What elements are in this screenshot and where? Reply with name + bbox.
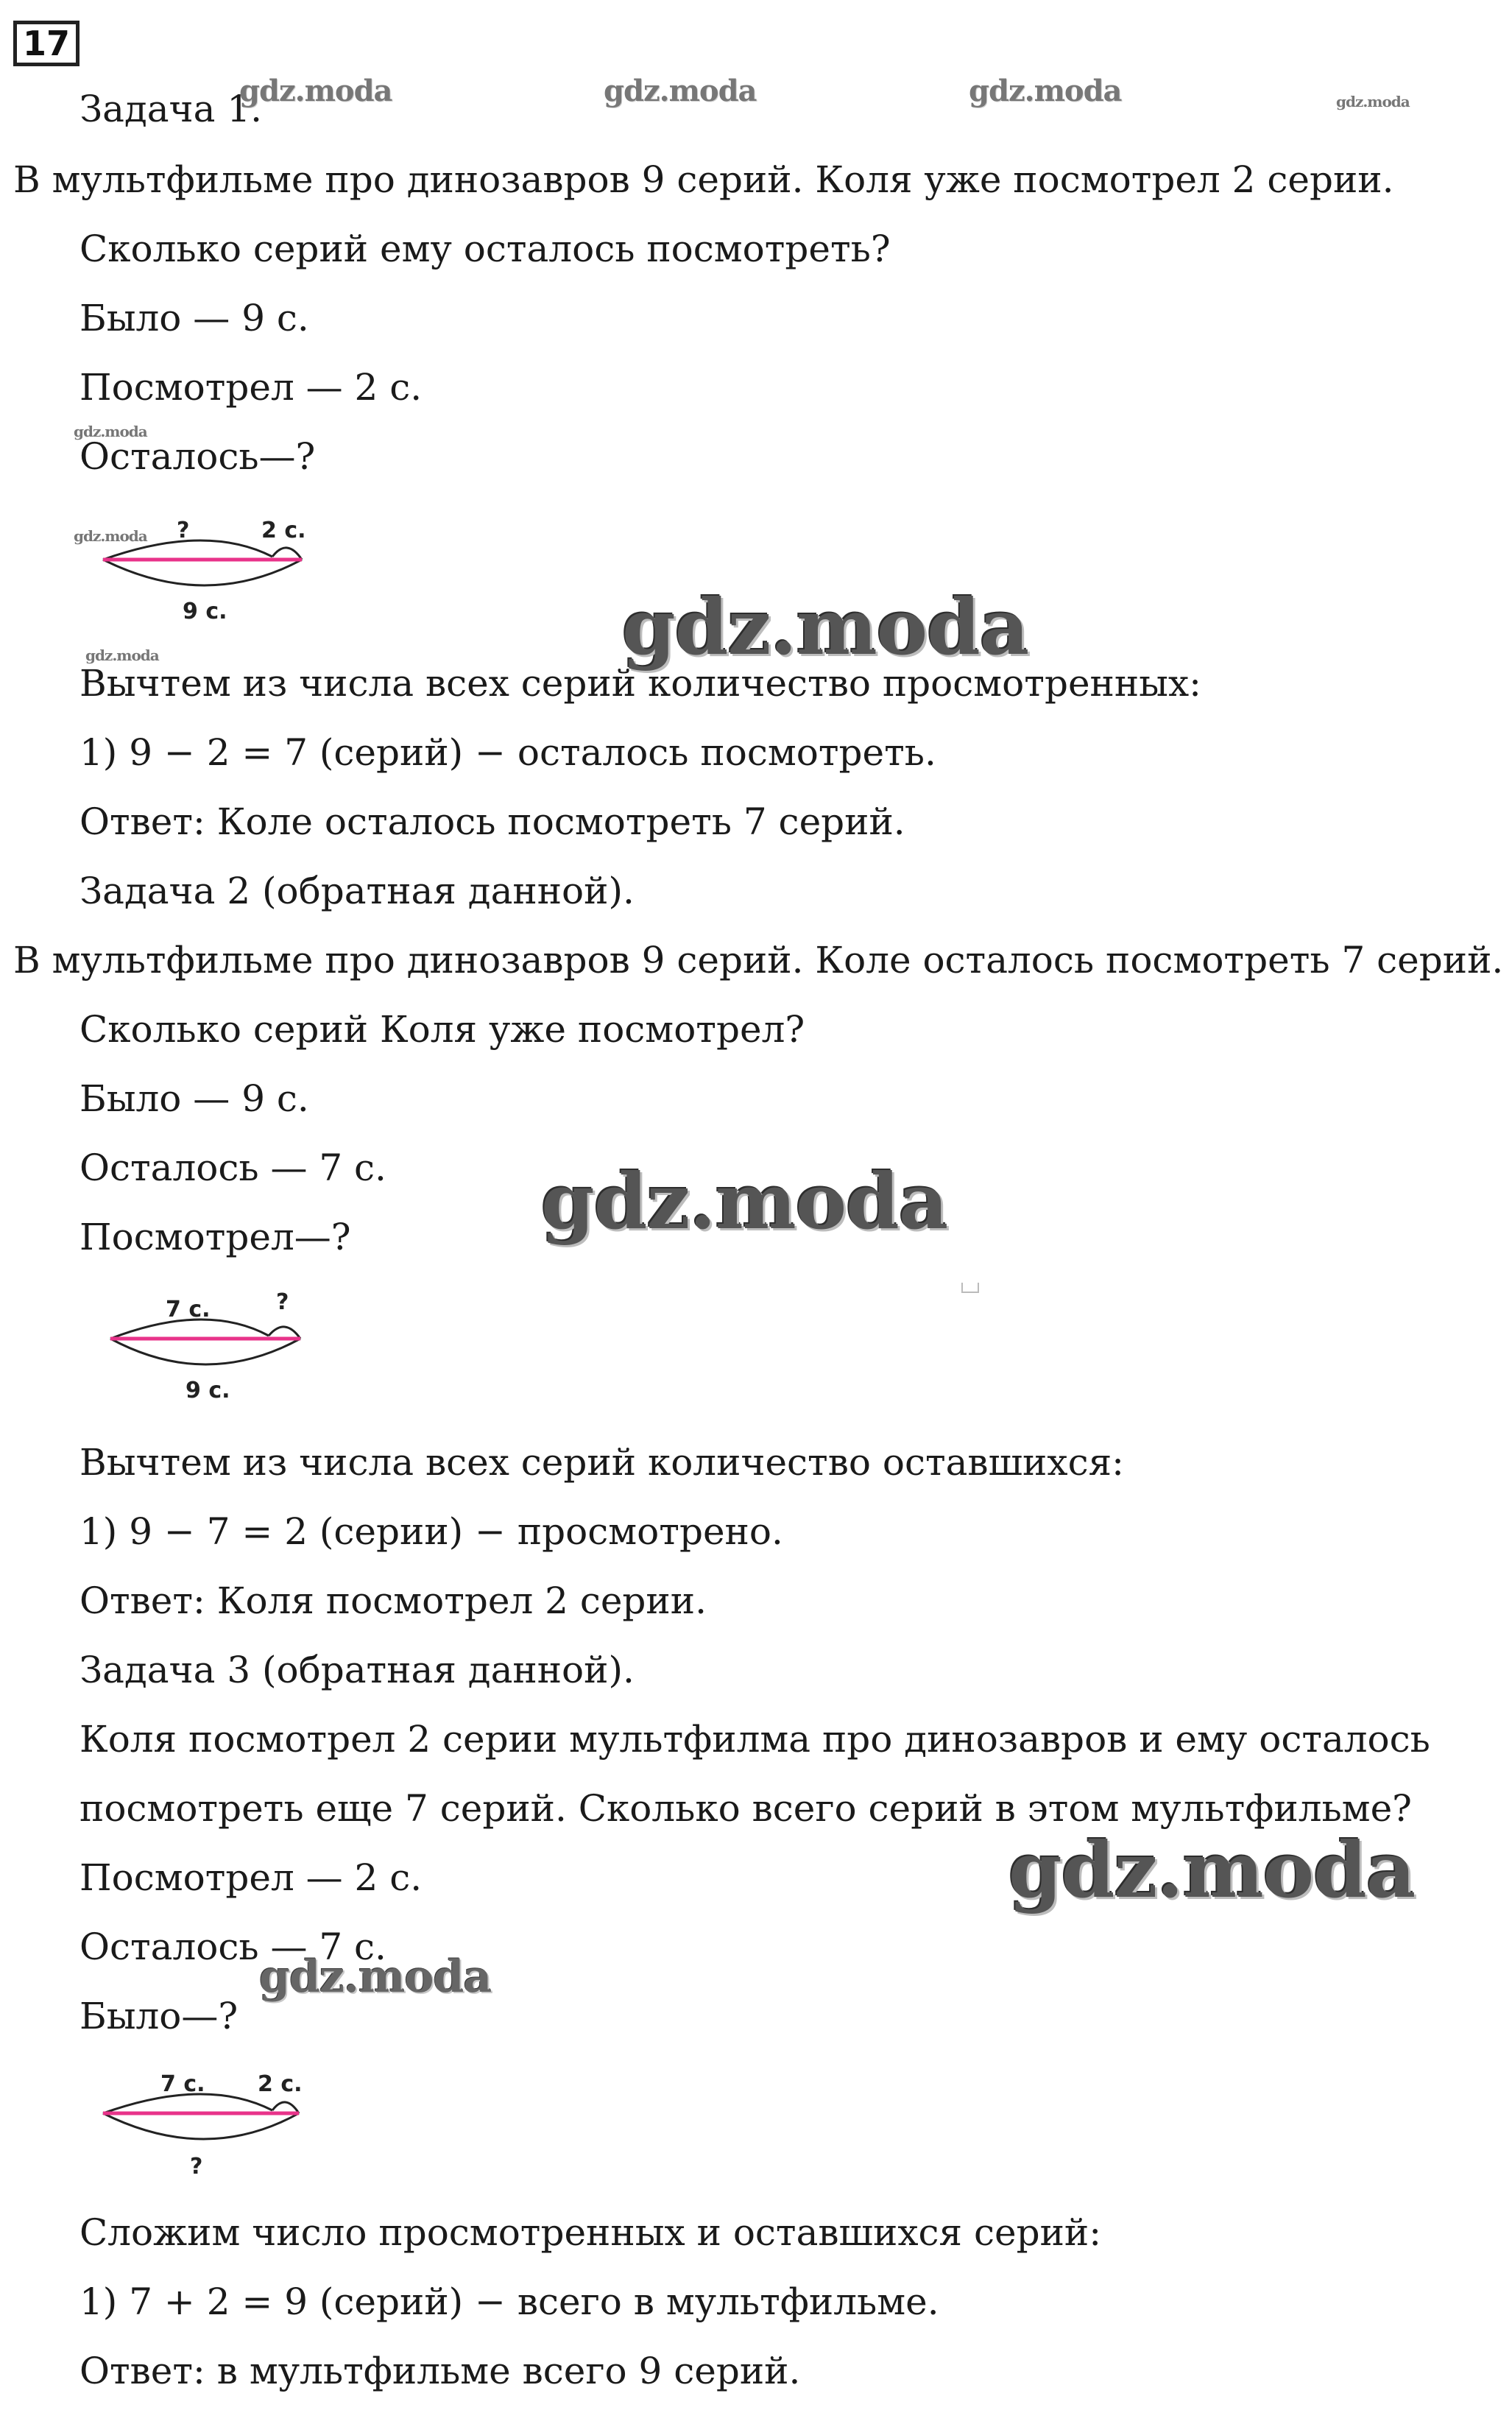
watermark: gdz.moda	[622, 582, 1029, 672]
task3-diagram-right-label: 2 с.	[258, 2071, 303, 2097]
task3-condition-line2: посмотреть еще 7 серий. Сколько всего серий в этом мультфильме?	[80, 1787, 1412, 1830]
task2-given-watched: Посмотрел—?	[80, 1216, 351, 1258]
task1-given-total: Было — 9 с.	[80, 297, 309, 339]
watermark: gdz.moda	[259, 1951, 492, 2003]
task1-given-watched: Посмотрел — 2 с.	[80, 366, 423, 409]
task1-diagram-right-label: 2 с.	[261, 518, 306, 543]
task2-diagram-right-label: ?	[276, 1289, 289, 1315]
task2-condition-line2: Сколько серий Коля уже посмотрел?	[80, 1008, 805, 1051]
task1-diagram-bottom-label: 9 с.	[183, 599, 227, 624]
task3-condition-line1: Коля посмотрел 2 серии мультфилма про динозавров и ему осталось	[80, 1718, 1430, 1761]
task3-segment-diagram	[96, 2062, 331, 2190]
task1-explanation: Вычтем из числа всех серий количество просмотренных:	[80, 662, 1202, 705]
task2-segment-diagram	[96, 1287, 331, 1415]
exercise-number-badge: 17	[13, 21, 80, 66]
task2-diagram-bottom-label: 9 с.	[186, 1378, 230, 1403]
task1-heading: Задача 1.	[80, 88, 263, 130]
watermark: gdz.moda	[969, 74, 1122, 108]
watermark: gdz.moda	[1008, 1825, 1416, 1915]
task1-segment-diagram	[96, 508, 331, 636]
watermark: gdz.moda	[1336, 93, 1410, 110]
task2-answer: Ответ: Коля посмотрел 2 серии.	[80, 1579, 707, 1622]
task3-solution-step: 1) 7 + 2 = 9 (серий) − всего в мультфильме.	[80, 2280, 939, 2323]
task2-solution-step: 1) 9 − 7 = 2 (серии) − просмотрено.	[80, 1510, 783, 1553]
task1-condition-line2: Сколько серий ему осталось посмотреть?	[80, 228, 891, 270]
scan-artifact	[961, 1283, 979, 1293]
watermark: gdz.moda	[604, 74, 757, 108]
task3-answer: Ответ: в мультфильме всего 9 серий.	[80, 2350, 801, 2392]
task3-heading: Задача 3 (обратная данной).	[80, 1649, 635, 1691]
task1-diagram-left-label: ?	[177, 518, 190, 543]
task3-explanation: Сложим число просмотренных и оставшихся серий:	[80, 2211, 1102, 2254]
task1-solution-step: 1) 9 − 2 = 7 (серий) − осталось посмотреть.	[80, 731, 936, 774]
task2-explanation: Вычтем из числа всех серий количество оставшихся:	[80, 1441, 1124, 1484]
task2-condition-line1: В мультфильме про динозавров 9 серий. Коле осталось посмотреть 7 серий.	[13, 939, 1504, 982]
watermark: gdz.moda	[239, 74, 392, 108]
watermark: gdz.moda	[74, 527, 147, 545]
task3-given-watched: Посмотрел — 2 с.	[80, 1856, 423, 1899]
task3-given-total: Было—?	[80, 1995, 239, 2037]
watermark: gdz.moda	[74, 423, 147, 440]
task3-given-remaining: Осталось — 7 с.	[80, 1926, 386, 1968]
task3-diagram-bottom-label: ?	[190, 2154, 203, 2180]
task1-answer: Ответ: Коле осталось посмотреть 7 серий.	[80, 800, 905, 843]
task1-condition-line1: В мультфильме про динозавров 9 серий. Коля уже посмотрел 2 серии.	[13, 158, 1394, 201]
task2-given-remaining: Осталось — 7 с.	[80, 1146, 386, 1189]
task2-diagram-left-label: 7 с.	[166, 1297, 211, 1322]
task2-heading: Задача 2 (обратная данной).	[80, 870, 635, 912]
task3-diagram-left-label: 7 с.	[160, 2071, 205, 2097]
watermark: gdz.moda	[85, 646, 159, 664]
task2-given-total: Было — 9 с.	[80, 1077, 309, 1120]
task1-given-remaining: Осталось—?	[80, 435, 316, 478]
watermark: gdz.moda	[541, 1156, 948, 1247]
